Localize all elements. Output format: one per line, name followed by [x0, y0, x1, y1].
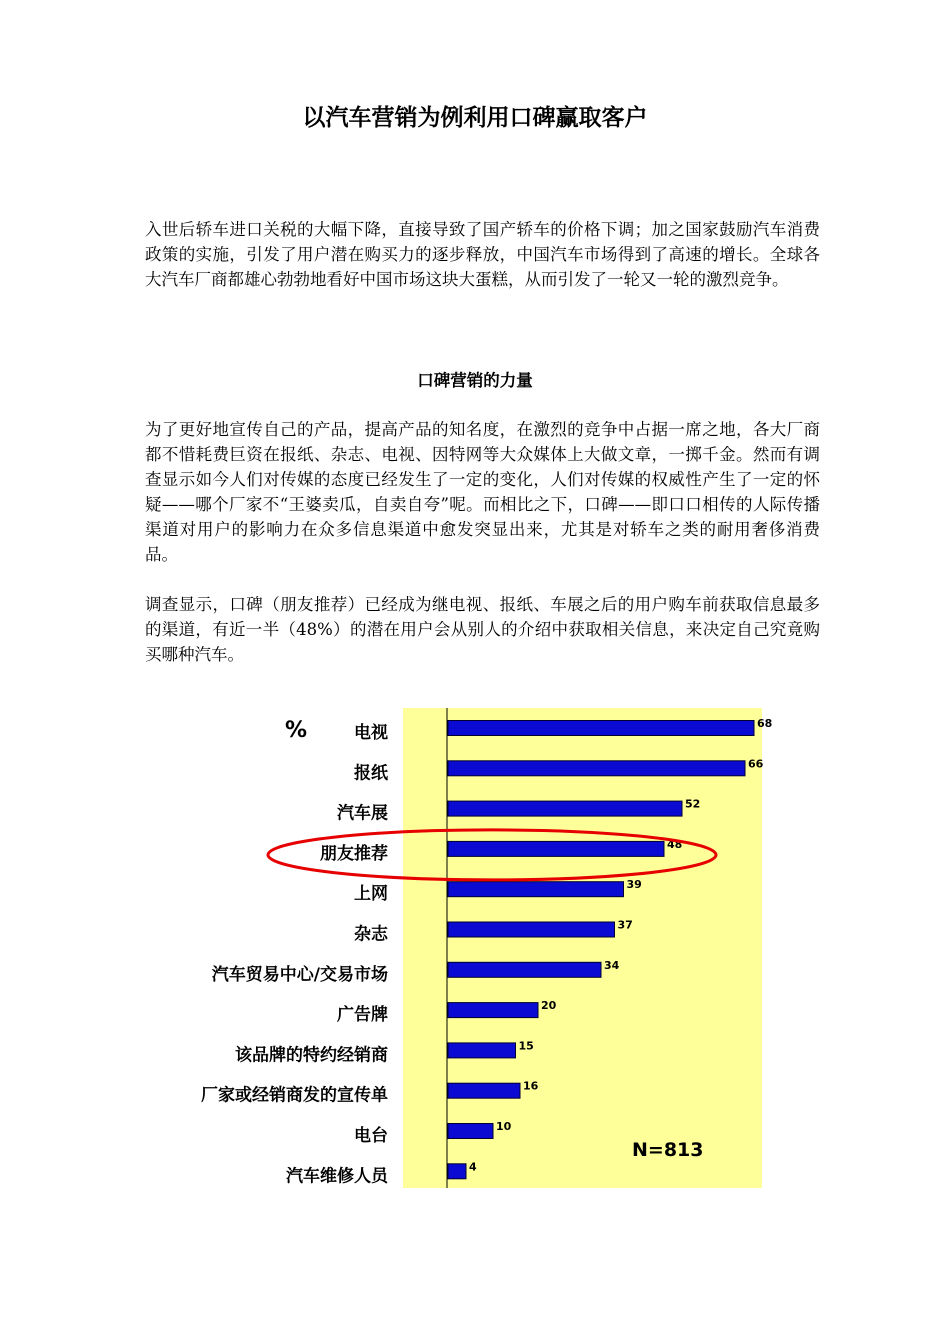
category-label-3: 朋友推荐 [320, 843, 388, 864]
category-label-10: 电台 [354, 1126, 388, 1146]
bar-1 [448, 761, 745, 776]
bar-10 [448, 1124, 493, 1139]
bar-7 [448, 1003, 538, 1018]
media-channel-bar-chart [150, 700, 780, 1200]
intro-paragraph: 入世后轿车进口关税的大幅下降，直接导致了国产轿车的价格下调；加之国家鼓励汽车消费政策的实施，引发了用户潜在购买力的逐步释放，中国汽车市场得到了高速的增长。全球各大汽车厂商都雄心勃勃地看好中国市场这块大蛋糕，从而引发了一轮又一轮的激烈竞争。 [145, 220, 820, 289]
category-label-5: 杂志 [354, 924, 388, 945]
bar-11 [448, 1164, 466, 1179]
bar-5 [448, 922, 615, 937]
category-label-2: 汽车展 [337, 803, 388, 824]
value-label-8: 15 [518, 1039, 534, 1053]
value-label-5: 37 [617, 918, 633, 932]
category-label-9: 厂家或经销商发的宣传单 [201, 1085, 388, 1106]
bar-0 [448, 721, 754, 736]
bar-9 [448, 1083, 520, 1098]
value-label-2: 52 [685, 797, 701, 811]
category-label-1: 报纸 [354, 763, 388, 784]
survey-paragraph: 调查显示，口碑（朋友推荐）已经成为继电视、报纸、车展之后的用户购车前获取信息最多的渠道，有近一半（48%）的潜在用户会从别人的介绍中获取相关信息，来决定自己究竟购买哪种汽车。 [145, 595, 820, 664]
value-label-1: 66 [748, 757, 764, 771]
value-label-6: 34 [604, 958, 620, 972]
value-label-3: 48 [667, 837, 683, 851]
value-label-10: 10 [496, 1120, 512, 1133]
bar-4 [448, 882, 624, 897]
category-label-4: 上网 [354, 884, 388, 905]
value-label-11: 4 [469, 1160, 477, 1174]
value-label-0: 68 [757, 717, 773, 730]
section-heading: 口碑营销的力量 [417, 371, 533, 390]
category-label-8: 该品牌的特约经销商 [235, 1045, 388, 1066]
bar-8 [448, 1043, 516, 1058]
category-label-6: 汽车贸易中心/交易市场 [211, 964, 388, 985]
category-label-7: 广告牌 [337, 1005, 388, 1026]
plot-background [403, 708, 762, 1188]
page-title: 以汽车营销为例利用口碑赢取客户 [302, 105, 648, 131]
bar-3 [448, 841, 664, 856]
value-label-9: 16 [523, 1079, 539, 1093]
unit-label: % [285, 718, 308, 743]
value-label-4: 39 [626, 878, 642, 892]
body-paragraph: 为了更好地宣传自己的产品，提高产品的知名度，在激烈的竞争中占据一席之地，各大厂商都不惜耗费巨资在报纸、杂志、电视、因特网等大众媒体上大做文章，一掷千金。然而有调查显示如今人们对传媒的态度已经发生了一定的变化，人们对传媒的权威性产生了一定的怀疑——哪个厂家不“王婆卖瓜，自卖自夸”呢。而相比之下，口碑——即口口相传的人际传播渠道对用户的影响力在众多信息渠道中愈发突显出来，尤其是对轿车之类的耐用奢侈消费品。 [145, 420, 820, 564]
bar-6 [448, 962, 601, 977]
bar-2 [448, 801, 682, 816]
category-label-0: 电视 [354, 723, 388, 743]
sample-size-annotation: N=813 [632, 1139, 704, 1161]
value-label-7: 20 [541, 999, 557, 1013]
category-label-11: 汽车维修人员 [286, 1166, 388, 1187]
